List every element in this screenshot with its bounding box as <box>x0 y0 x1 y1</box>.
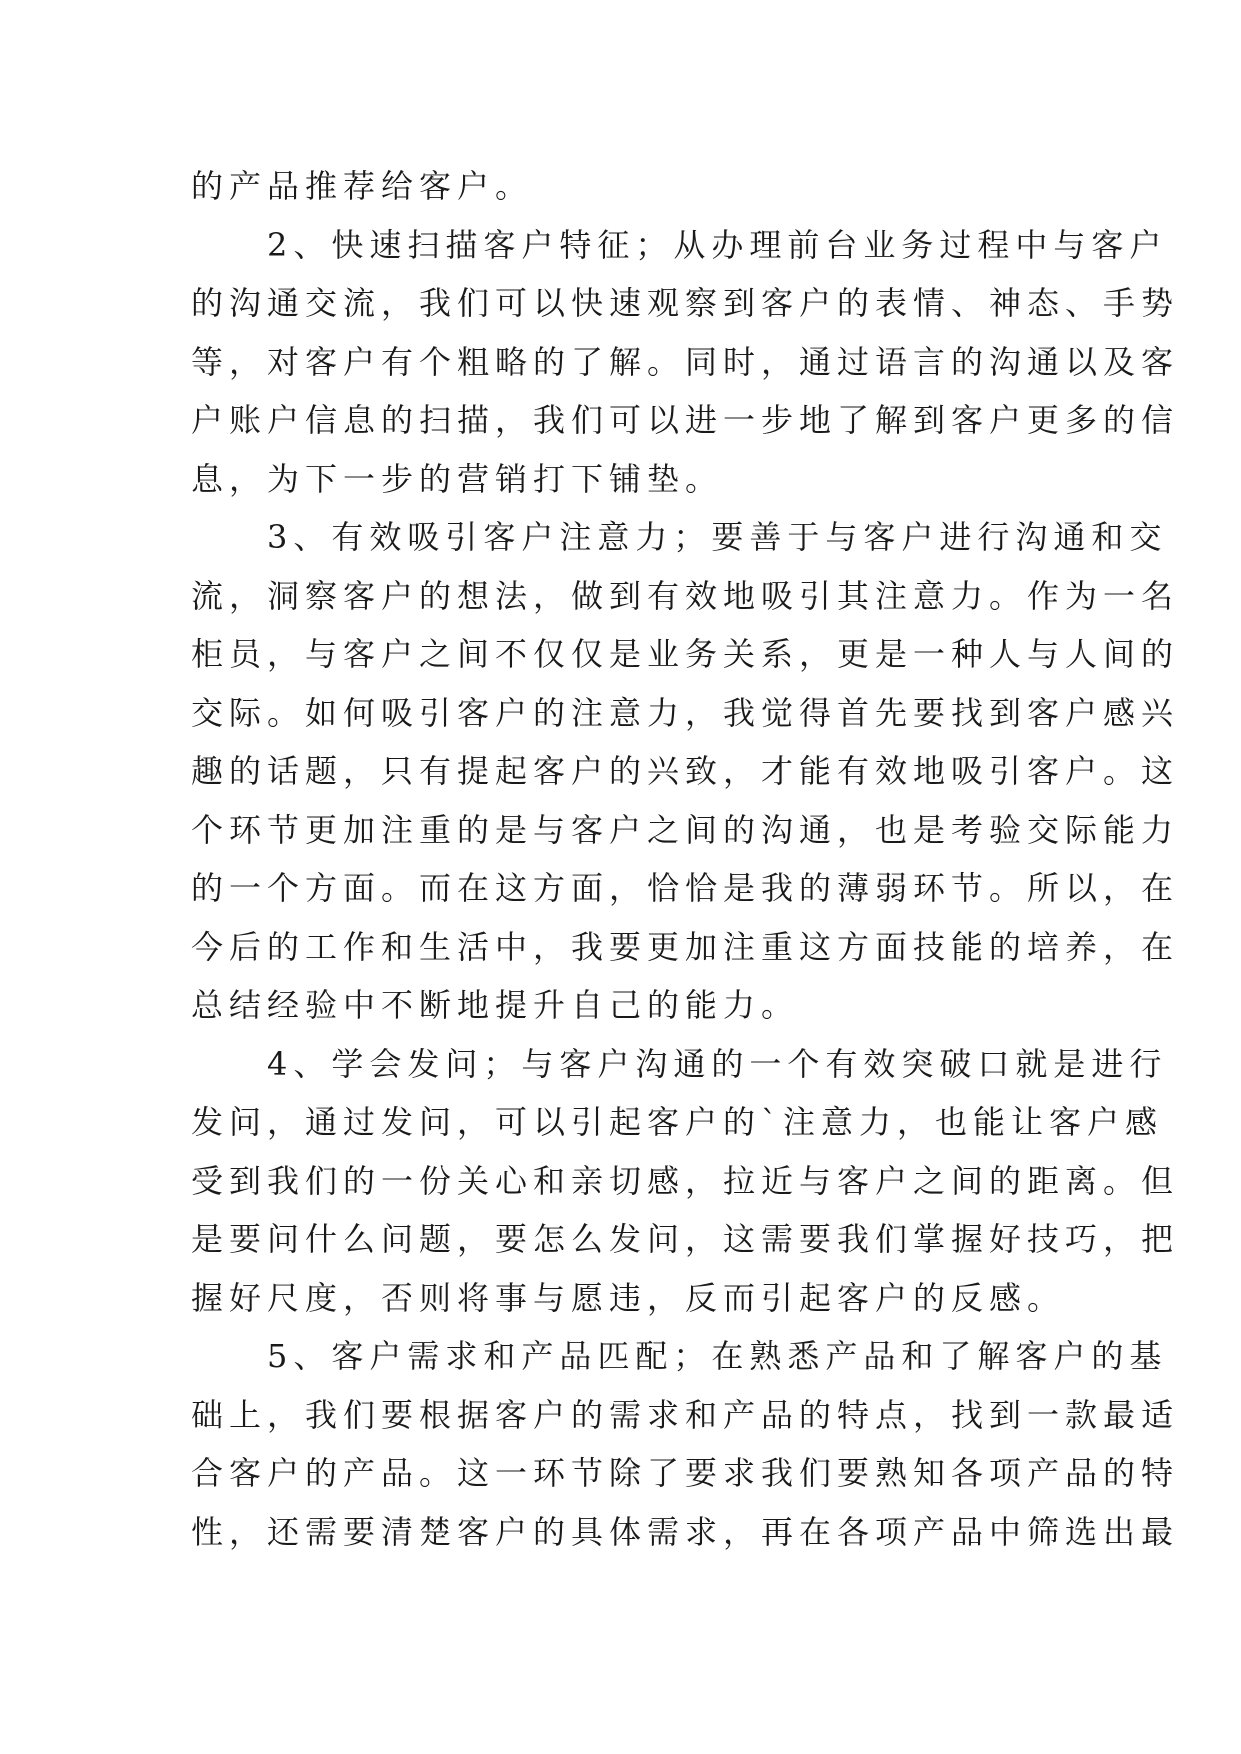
text-line: 5、客户需求和产品匹配；在熟悉产品和了解客户的基 <box>191 1337 1168 1375</box>
text-line: 的一个方面。而在这方面，恰恰是我的薄弱环节。所以，在 <box>191 869 1180 907</box>
text-line: 个环节更加注重的是与客户之间的沟通，也是考验交际能力 <box>191 810 1180 849</box>
text-line: 4、学会发问；与客户沟通的一个有效突破口就是进行 <box>191 1044 1168 1083</box>
text-line: 受到我们的一份关心和亲切感，拉近与客户之间的距离。但 <box>191 1161 1180 1200</box>
text-line: 发问，通过发问，可以引起客户的`注意力，也能让客户感 <box>191 1103 1164 1141</box>
text-line: 息，为下一步的营销打下铺垫。 <box>191 459 724 498</box>
text-line: 是要问什么问题，要怎么发问，这需要我们掌握好技巧，把 <box>191 1220 1180 1258</box>
text-line: 交际。如何吸引客户的注意力，我觉得首先要找到客户感兴 <box>191 693 1180 732</box>
text-line: 总结经验中不断地提升自己的能力。 <box>191 986 800 1024</box>
text-line: 的沟通交流，我们可以快速观察到客户的表情、神态、手势 <box>191 284 1180 322</box>
text-line: 趣的话题，只有提起客户的兴致，才能有效地吸引客户。这 <box>191 752 1180 790</box>
text-line: 柜员，与客户之间不仅仅是业务关系，更是一种人与人间的 <box>191 635 1180 673</box>
text-line: 合客户的产品。这一环节除了要求我们要熟知各项产品的特 <box>191 1454 1180 1492</box>
document-body <box>191 157 1180 1561</box>
text-line: 今后的工作和生活中，我要更加注重这方面技能的培养，在 <box>191 927 1180 966</box>
text-line: 流，洞察客户的想法，做到有效地吸引其注意力。作为一名 <box>191 576 1180 615</box>
text-line: 户账户信息的扫描，我们可以进一步地了解到客户更多的信 <box>191 401 1180 439</box>
text-line: 的产品推荐给客户。 <box>191 167 534 205</box>
text-line: 性，还需要清楚客户的具体需求，再在各项产品中筛选出最 <box>191 1512 1180 1551</box>
text-line: 础上，我们要根据客户的需求和产品的特点，找到一款最适 <box>191 1395 1180 1434</box>
text-line: 等，对客户有个粗略的了解。同时，通过语言的沟通以及客 <box>191 342 1180 381</box>
text-line: 2、快速扫描客户特征；从办理前台业务过程中与客户 <box>191 225 1168 264</box>
text-line: 3、有效吸引客户注意力；要善于与客户进行沟通和交 <box>191 518 1168 556</box>
text-line: 握好尺度，否则将事与愿违，反而引起客户的反感。 <box>191 1278 1066 1317</box>
